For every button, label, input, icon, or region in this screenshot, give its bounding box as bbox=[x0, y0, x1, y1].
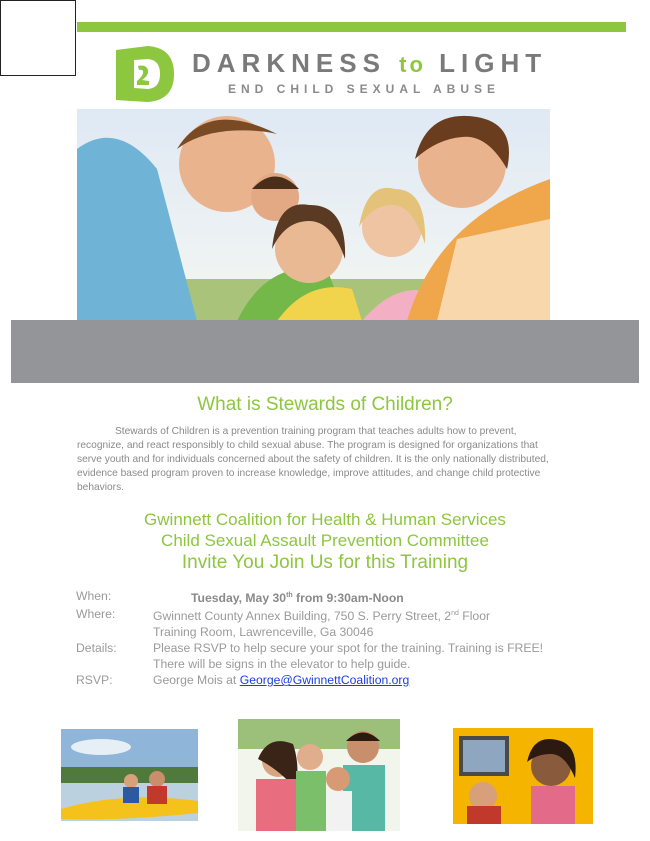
brand-name-part2: to bbox=[399, 52, 426, 77]
brand-tagline: END CHILD SEXUAL ABUSE bbox=[228, 82, 501, 96]
brand-name-part3: LIGHT bbox=[439, 48, 548, 78]
top-accent-bar bbox=[77, 22, 626, 32]
brand-name-part1: DARKNESS bbox=[192, 48, 386, 78]
where-value: Gwinnett County Annex Building, 750 S. Perry Street, 2nd Floor Training Room, Lawrenceville, Ga 30046 bbox=[153, 609, 491, 640]
where-label: Where: bbox=[76, 607, 116, 622]
rsvp-value: George Mois at George@GwinnettCoalition.org bbox=[153, 673, 410, 688]
rsvp-row bbox=[76, 672, 596, 688]
when-label: When: bbox=[76, 589, 112, 603]
details-label: Details: bbox=[76, 641, 117, 656]
invite-committee: Child Sexual Assault Prevention Committee bbox=[161, 531, 489, 550]
event-details bbox=[76, 588, 596, 688]
invite-message: Invite You Join Us for this Training bbox=[181, 552, 469, 573]
d2l-logo-icon bbox=[112, 44, 178, 104]
section-heading: What is Stewards of Children? bbox=[197, 394, 453, 415]
when-value: Tuesday, May 30th from 9:30am-Noon bbox=[191, 591, 404, 606]
school-bus-photo bbox=[453, 728, 593, 824]
kayak-photo bbox=[61, 729, 198, 821]
details-value: Please RSVP to help secure your spot for the training. Training is FREE! There will be signs in the elevator to help guide. bbox=[153, 641, 543, 672]
when-row bbox=[76, 588, 596, 606]
grey-banner bbox=[11, 320, 639, 383]
hero-children-photo bbox=[77, 109, 550, 321]
brand-name bbox=[192, 48, 547, 79]
family-photo bbox=[238, 719, 400, 831]
details-row bbox=[76, 640, 596, 672]
blank-frame-box bbox=[0, 0, 76, 76]
invitation-block bbox=[0, 509, 650, 575]
invite-organization: Gwinnett Coalition for Health & Human Services bbox=[144, 510, 506, 529]
where-row bbox=[76, 606, 596, 640]
rsvp-label: RSVP: bbox=[76, 673, 113, 688]
program-description: Stewards of Children is a prevention training program that teaches adults how to prevent, recognize, and react responsibly to child sexual abuse. The program is designed for organizations that serve youth and for individuals concerned about the safety of children. It is the only nationally distributed, evidence based program proven to increase knowledge, improve attitudes, and change child protective behaviors. bbox=[77, 426, 549, 493]
rsvp-email-link[interactable]: George@GwinnettCoalition.org bbox=[239, 673, 410, 688]
